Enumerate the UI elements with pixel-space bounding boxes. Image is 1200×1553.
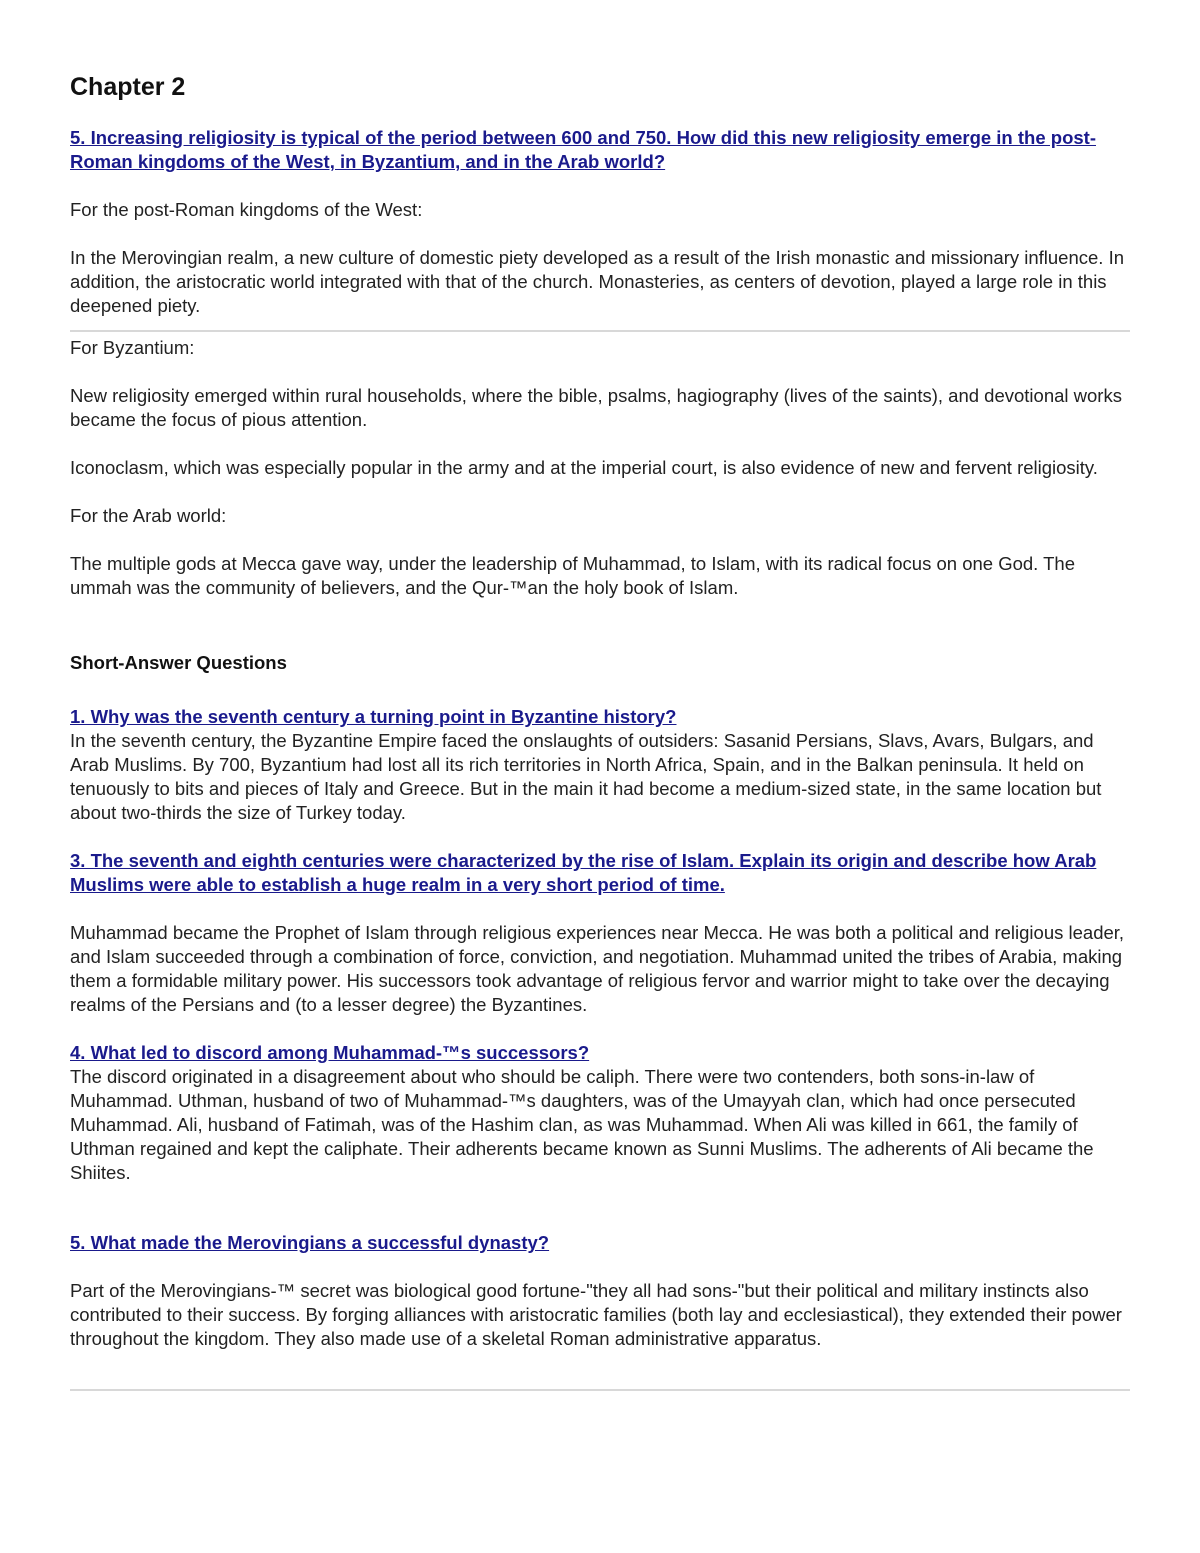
short-answer-answer-1: In the seventh century, the Byzantine Empire faced the onslaughts of outsiders: Sasanid Persians, Slavs, Avars, Bulgars, and Arab Muslims. By 700, Byzantium had lost all its rich territories in North Africa, Spain, and in the Balkan peninsula. It held on tenuously to bits and pieces of Italy and Greece. But in the main it had become a medium-sized state, in the same location but about two-thirds the size of Turkey today. [70, 730, 1102, 823]
west-heading: For the post-Roman kingdoms of the West: [70, 199, 423, 220]
short-answer-question-3-link[interactable]: 3. The seventh and eighth centuries were characterized by the rise of Islam. Explain its origin and describe how Arab Muslims were able to establish a huge realm in a very short period of time. [70, 850, 1097, 895]
byzantium-paragraph-2: Iconoclasm, which was especially popular in the army and at the imperial court, is also evidence of new and fervent religiosity. [70, 457, 1098, 478]
document-page [70, 70, 1130, 1391]
west-paragraph: In the Merovingian realm, a new culture of domestic piety developed as a result of the Irish monastic and missionary influence. In addition, the aristocratic world integrated with that of the church. Monasteries, as centers of devotion, played a large role in this deepened piety. [70, 247, 1125, 316]
short-answer-heading: Short-Answer Questions [70, 652, 287, 673]
bottom-divider [70, 1389, 1130, 1391]
essay-question-5-link[interactable]: 5. Increasing religiosity is typical of the period between 600 and 750. How did this new religiosity emerge in the post-Roman kingdoms of the West, in Byzantium, and in the Arab world? [70, 127, 1096, 172]
chapter-title: Chapter 2 [70, 73, 186, 101]
short-answer-question-1-link[interactable]: 1. Why was the seventh century a turning point in Byzantine history? [70, 706, 677, 727]
byzantium-heading: For Byzantium: [70, 337, 195, 358]
short-answer-question-5-link[interactable]: 5. What made the Merovingians a successful dynasty? [70, 1232, 550, 1253]
short-answer-answer-3: Muhammad became the Prophet of Islam through religious experiences near Mecca. He was both a political and religious leader, and Islam succeeded through a combination of force, conviction, and negotiation. Muhammad united the tribes of Arabia, making them a formidable military power. His successors took advantage of religious fervor and warrior might to take over the decaying realms of the Persians and (to a lesser degree) the Byzantines. [70, 922, 1125, 1015]
arab-heading: For the Arab world: [70, 505, 227, 526]
byzantium-paragraph-1: New religiosity emerged within rural households, where the bible, psalms, hagiography (lives of the saints), and devotional works became the focus of pious attention. [70, 385, 1122, 430]
short-answer-answer-5: Part of the Merovingians-™ secret was biological good fortune-"they all had sons-"but their political and military instincts also contributed to their success. By forging alliances with aristocratic families (both lay and ecclesiastical), they extended their power throughout the kingdom. They also made use of a skeletal Roman administrative apparatus. [70, 1280, 1122, 1349]
short-answer-question-4-link[interactable]: 4. What led to discord among Muhammad-™s successors? [70, 1042, 590, 1063]
arab-paragraph: The multiple gods at Mecca gave way, under the leadership of Muhammad, to Islam, with its radical focus on one God. The ummah was the community of believers, and the Qur-™an the holy book of Islam. [70, 553, 1075, 598]
short-answer-answer-4: The discord originated in a disagreement about who should be caliph. There were two contenders, both sons-in-law of Muhammad. Uthman, husband of two of Muhammad-™s daughters, was of the Umayyah clan, which had once persecuted Muhammad. Ali, husband of Fatimah, was of the Hashim clan, as was Muhammad. When Ali was killed in 661, the family of Uthman regained and kept the caliphate. Their adherents became known as Sunni Muslims. The adherents of Ali became the Shiites. [70, 1066, 1094, 1183]
